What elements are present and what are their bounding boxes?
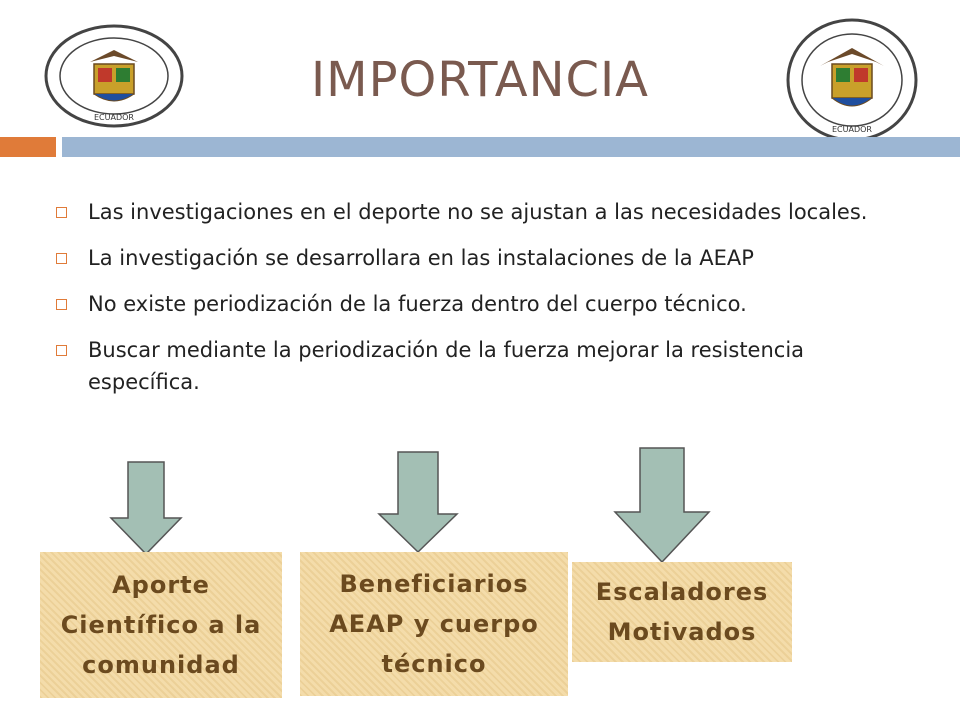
emblem-bottom-text: ECUADOR <box>94 113 134 122</box>
emblem-bottom-text: ECUADOR <box>832 125 872 134</box>
outcome-box-label: Escaladores Motivados <box>595 578 769 646</box>
down-arrow-icon <box>612 446 712 564</box>
bullet-square-icon <box>56 345 67 356</box>
bullet-square-icon <box>56 207 67 218</box>
bullet-item <box>52 288 912 320</box>
bullet-text: La investigación se desarrollara en las instalaciones de la AEAP <box>88 246 754 270</box>
down-arrow-icon <box>108 460 184 556</box>
accent-bar-blue <box>62 137 960 157</box>
bullet-text: Buscar mediante la periodización de la fuerza mejorar la resistencia específica. <box>88 338 805 394</box>
bullet-item <box>52 196 912 228</box>
outcome-box-label: Beneficiarios AEAP y cuerpo técnico <box>329 570 539 678</box>
outcome-box-label: Aporte Científico a la comunidad <box>60 571 262 679</box>
down-arrow-icon <box>376 450 460 554</box>
outcome-box-beneficiarios <box>300 552 568 696</box>
bullet-item <box>52 334 912 398</box>
outcome-box-aporte <box>40 552 282 698</box>
bullet-item <box>52 242 912 274</box>
outcome-box-escaladores <box>572 562 792 662</box>
accent-bar-orange <box>0 137 56 157</box>
bullet-square-icon <box>56 253 67 264</box>
slide-title: IMPORTANCIA <box>311 52 649 108</box>
bullet-text: No existe periodización de la fuerza dentro del cuerpo técnico. <box>88 292 747 316</box>
bullet-list <box>52 196 912 412</box>
bullet-text: Las investigaciones en el deporte no se ajustan a las necesidades locales. <box>88 200 868 224</box>
school-emblem-right <box>784 16 920 144</box>
bullet-square-icon <box>56 299 67 310</box>
